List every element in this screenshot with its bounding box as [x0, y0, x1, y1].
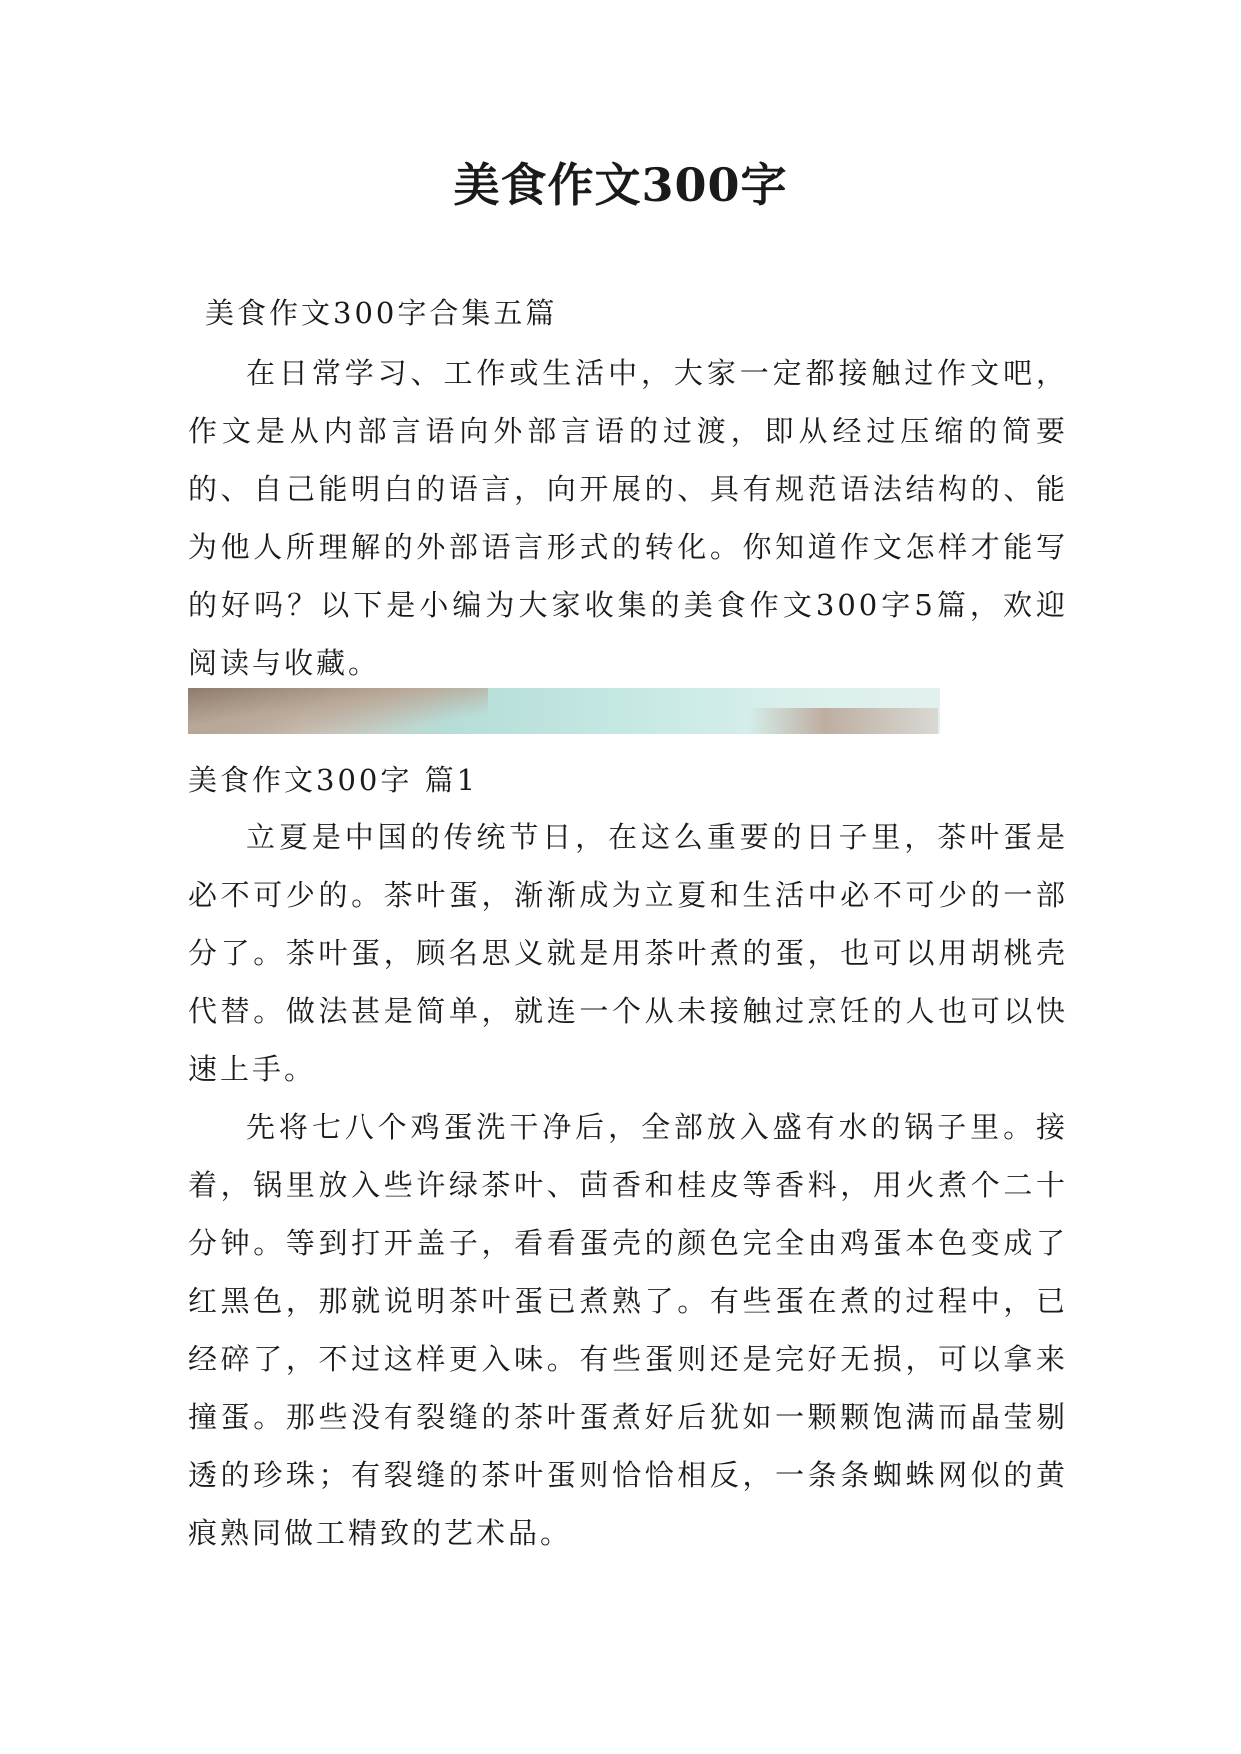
food-photo	[188, 688, 940, 734]
page-title: 美食作文300字	[453, 158, 788, 212]
section-body	[188, 808, 1068, 1562]
section-heading: 美食作文300字 篇1	[188, 763, 479, 797]
intro-section	[188, 344, 1068, 692]
photo-shade-left	[188, 688, 488, 734]
body-paragraph: 立夏是中国的传统节日，在这么重要的日子里，茶叶蛋是必不可少的。茶叶蛋，渐渐成为立夏和生活中必不可少的一部分了。茶叶蛋，顾名思义就是用茶叶煮的蛋，也可以用胡桃壳代替。做法甚是简单，就连一个从未接触过烹饪的人也可以快速上手。	[188, 820, 1068, 1086]
body-paragraph: 先将七八个鸡蛋洗干净后，全部放入盛有水的锅子里。接着，锅里放入些许绿茶叶、茴香和桂皮等香料，用火煮个二十分钟。等到打开盖子，看看蛋壳的颜色完全由鸡蛋本色变成了红黑色，那就说明茶叶蛋已煮熟了。有些蛋在煮的过程中，已经碎了，不过这样更入味。有些蛋则还是完好无损，可以拿来撞蛋。那些没有裂缝的茶叶蛋煮好后犹如一颗颗饱满而晶莹剔透的珍珠；有裂缝的茶叶蛋则恰恰相反，一条条蜘蛛网似的黄痕熟同做工精致的艺术品。	[188, 1110, 1068, 1550]
intro-paragraph: 在日常学习、工作或生活中，大家一定都接触过作文吧，作文是从内部言语向外部言语的过渡，即从经过压缩的简要的、自己能明白的语言，向开展的、具有规范语法结构的、能为他人所理解的外部语言形式的转化。你知道作文怎样才能写的好吗？以下是小编为大家收集的美食作文300字5篇，欢迎阅读与收藏。	[188, 356, 1068, 680]
photo-shade-right	[748, 708, 938, 734]
document-subtitle: 美食作文300字合集五篇	[205, 296, 558, 330]
